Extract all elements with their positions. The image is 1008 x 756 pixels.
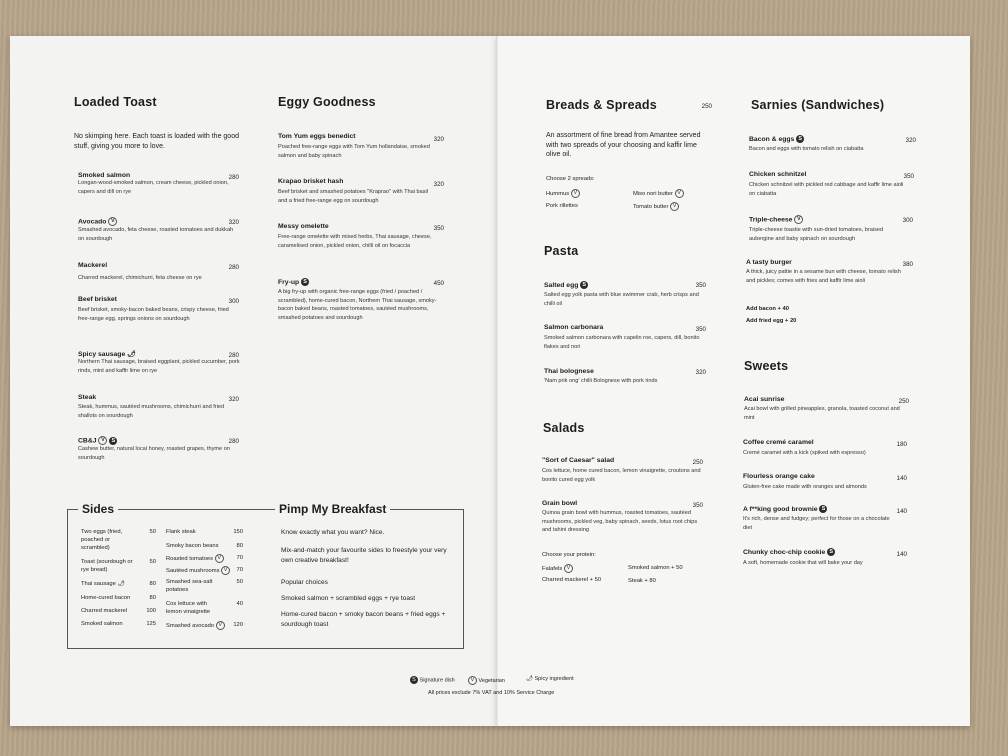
item-desc: Smashed avocado, feta cheese, roasted tomatoes and dukkah on sourdough [78,227,234,242]
pimp-title: Pimp My Breakfast [275,502,390,516]
item-desc: Chicken schnitzel with pickled red cabbage and kaffir lime aioli on ciabatta [749,182,904,197]
item-name: Grain bowl [542,500,578,507]
item-name: A tasty burger [746,259,792,266]
spread-name: Miso nori butter [633,191,673,198]
item-name: Bacon & eggs [749,135,795,143]
pimp-line2: Mix-and-match your favourite sides to freestyle your very own creative breakfast! [281,547,447,564]
item-name: Messy omelette [278,223,329,230]
menu-item [743,439,903,458]
item-price: 250 [692,459,703,466]
menu-item [749,215,909,243]
side-price: 80 [149,581,156,587]
chilli-icon: 🌶 [127,351,136,358]
legend-note: All prices exclude 7% VAT and 10% Service Charge [428,690,555,696]
side-item: Smashed sea-salt potatoes [166,579,213,593]
item-name: "Sort of Caesar" salad [542,457,615,464]
item-desc: Northern Thai sausage, braised eggplant, pickled cucumber, pork rinds, mint and kaffir lime on rye [78,359,240,374]
item-desc: Free-range omelette with mixed herbs, Thai sausage, cheese, caramelised onion, pickled onion, chilli oil on focaccia [278,234,432,249]
item-price: 250 [898,398,909,405]
menu-item [278,223,438,250]
item-price: 280 [228,352,239,359]
item-name: CB&J [78,437,97,445]
legend-vegetarian-label: Vegetarian [478,677,505,684]
spread-name: Hummus [546,191,570,198]
signature-icon: S [301,278,309,286]
item-name: A f**king good brownie [743,505,818,513]
signature-icon: S [827,548,835,556]
item-price: 350 [695,282,706,289]
side-item [81,580,125,588]
addon-bacon: Add bacon + 40 [746,306,790,312]
item-name: Chunky choc-chip cookie [743,548,826,556]
side-price: 100 [146,608,156,614]
legend-spicy-label: Spicy ingredient [534,676,574,682]
item-name: Acai sunrise [744,396,785,403]
item-desc: Steak, hummus, sautéed mushrooms, chimichurri and fried shallots on sourdough [78,404,225,419]
protein-item [542,564,573,573]
side-price: 80 [149,595,156,601]
item-desc: It's rich, dense and fudgey; perfect for those on a chocolate diet [743,516,890,531]
item-desc: Salted egg yolk pasta with blue swimmer crab, herb crisps and chilli oil [544,292,699,307]
item-price: 180 [896,441,907,448]
legend-spicy [526,676,574,682]
item-price: 140 [896,475,907,482]
item-name: Krapao brisket hash [278,178,344,185]
legend-signature-label: Signature dish [419,677,455,684]
side-item: Two eggs (fried, poached or scrambled) [81,529,123,551]
signature-icon: S [580,281,588,289]
side-item-name: Smashed avocado [166,623,215,630]
item-desc: Acai bowl with grilled pineapples, granola, toasted coconut and mint [744,406,900,421]
menu-item [743,473,903,492]
item-price: 140 [896,508,907,515]
menu-item [749,135,909,154]
item-name: Spicy sausage [78,351,126,358]
vegetarian-icon: V [794,215,803,224]
pimp-line1: Know exactly what you want? Nice. [281,529,385,536]
pimp-choice2: Home-cured bacon + smoky bacon beans + fried eggs + sourdough toast [281,611,446,628]
item-price: 320 [695,369,706,376]
item-desc: Cos lettuce, home cured bacon, lemon vinaigrette, croutons and bonito cured egg yolk [542,468,701,483]
protein-item: Charred mackerel + 50 [542,577,602,583]
item-desc: Gluten-free cake made with oranges and almonds [743,484,867,490]
sides-title: Sides [78,502,118,516]
protein-item: Smoked salmon + 50 [628,565,683,571]
menu-item [744,396,904,422]
side-item-name: Sautéed mushrooms [166,568,220,575]
spread-item [633,189,684,198]
side-item: Smoked salmon [81,621,123,627]
item-desc: Quinoa grain bowl with hummus, roasted tomatoes, sautéed mushrooms, pickled veg, baby spinach, seeds, lotus root chips and tahini dressing [542,510,698,533]
side-item-name: Roasted tomatoes [166,556,214,563]
item-desc: Longan-wood-smoked salmon, cream cheese, pickled onion, capers and dill on rye [78,180,229,195]
side-item: Toast (sourdough or rye bread) [81,559,133,573]
side-item: Home-cured bacon [81,595,131,601]
legend-vegetarian [468,676,505,685]
item-name: Salmon carbonara [544,324,604,331]
side-price: 40 [236,601,243,607]
pasta-title: Pasta [544,244,579,258]
item-desc: A thick, juicy pattie in a sesame bun with cheese, tomato relish and pickles; comes with fries and kaffir lime aioli [746,269,901,284]
item-price: 350 [695,326,706,333]
item-name: Coffee cremé caramel [743,439,814,446]
item-price: 280 [228,174,239,181]
breads-choose: Choose 2 spreads: [546,176,595,182]
item-price: 350 [903,173,914,180]
side-item [166,554,224,563]
salads-title: Salads [543,421,585,435]
side-price: 80 [236,543,243,549]
side-item: Flank steak [166,529,196,535]
item-name: Triple-cheese [749,216,793,224]
item-desc: Cashew butter, natural local honey, roasted grapes, thyme on sourdough [78,446,230,461]
breads-price: 250 [701,103,712,110]
item-price: 320 [228,396,239,403]
menu-item [278,133,438,160]
loaded-toast-intro: No skimping here. Each toast is loaded with the good stuff, giving you more to love. [74,133,239,150]
menu-item [746,259,908,285]
protein-item: Steak + 80 [628,578,656,584]
item-price: 320 [905,137,916,144]
protein-name: Falafels [542,566,563,573]
item-desc: A big fry-up with organic free-range eggs (fried / poached / scrambled), home-cured bacon, Northern Thai sausage, smoky-bacon baked beans, roasted tomatoes, sautéed mushrooms, smashed potatoes and sourdough [278,289,437,321]
vegetarian-icon: V [108,217,117,226]
vegetarian-icon: V [98,436,107,445]
menu-fold [496,36,498,726]
item-price: 320 [228,219,239,226]
side-price: 50 [149,529,156,535]
chilli-icon: 🌶 [117,581,125,587]
spread-item [633,202,679,211]
item-price: 300 [902,217,913,224]
signature-icon: S [109,437,117,445]
side-price: 70 [236,567,243,573]
spread-item: Pork rillettes [546,203,578,209]
eggy-title: Eggy Goodness [278,95,376,109]
item-desc: Poached free-range eggs with Tom Yum hollandaise, smoked salmon and baby spinach [278,144,430,159]
item-price: 140 [896,551,907,558]
loaded-toast-title: Loaded Toast [74,95,157,109]
item-desc: Beef brisket and smashed potatoes "Kraprao" with Thai basil and a fried free-range egg on sourdough [278,189,429,204]
item-price: 280 [228,438,239,445]
side-item: Cos lettuce with lemon vinaigrette [166,601,211,615]
item-name: Mackerel [78,262,108,269]
item-name: Steak [78,394,97,401]
item-price: 350 [433,225,444,232]
side-item: Smoky bacon beans [166,543,219,549]
side-item [166,566,230,575]
breads-title: Breads & Spreads [546,98,657,112]
item-price: 320 [433,136,444,143]
pimp-popular: Popular choices [281,579,328,586]
item-price: 350 [692,502,703,509]
signature-icon: S [796,135,804,143]
side-item: Charred mackerel [81,608,128,614]
item-price: 280 [228,264,239,271]
side-item-name: Thai sausage [81,581,116,587]
item-name: Salted egg [544,281,579,289]
item-name: Chicken schnitzel [749,171,807,178]
item-price: 380 [902,261,913,268]
vegetarian-icon: V [670,202,679,211]
addon-egg: Add fried egg + 20 [746,318,797,324]
signature-icon: S [819,505,827,513]
spread-item [546,189,580,198]
item-name: Tom Yum eggs benedict [278,133,356,140]
chilli-icon: 🌶 [526,676,533,682]
side-item [166,621,225,630]
signature-icon: S [410,676,418,684]
breads-intro: An assortment of fine bread from Amantee served with two spreads of your choosing and kaffir lime olive oil. [546,132,701,158]
item-name: Thai bolognese [544,368,594,375]
sarnies-title: Sarnies (Sandwiches) [751,98,885,112]
item-name: Beef brisket [78,296,117,303]
menu-item [743,505,893,532]
item-desc: Triple-cheese toastie with sun-dried tomatoes, braised aubergine and baby spinach on sourdough [749,227,884,242]
item-desc: 'Nam prik ong' chilli Bolognese with pork rinds [544,378,658,384]
side-price: 50 [236,579,243,585]
item-name: Flourless orange cake [743,473,815,480]
side-price: 120 [233,622,243,628]
side-price: 50 [149,559,156,565]
side-price: 150 [233,529,243,535]
vegetarian-icon: V [571,189,580,198]
side-price: 125 [146,621,156,627]
sweets-title: Sweets [744,359,789,373]
item-price: 450 [433,280,444,287]
vegetarian-icon: V [564,564,573,573]
vegetarian-icon: V [216,621,225,630]
vegetarian-icon: V [215,554,224,563]
spread-name: Tomato butter [633,204,669,211]
item-name: Fry-up [278,278,300,286]
item-desc: Beef brisket, smoky-bacon baked beans, crispy cheese, fried free-range egg, springs onions on sourdough [78,307,229,322]
vegetarian-icon: V [675,189,684,198]
side-price: 70 [236,555,243,561]
item-desc: Charred mackerel, chimichurri, feta cheese on rye [78,275,202,281]
item-desc: Cremé caramel with a kick (spiked with espresso) [743,450,866,456]
vegetarian-icon: V [221,566,230,575]
item-desc: A soft, homemade cookie that will bake your day [743,560,863,566]
item-name: Smoked salmon [78,172,131,179]
pimp-choice1: Smoked salmon + scrambled eggs + rye toast [281,595,416,602]
item-price: 300 [228,298,239,305]
item-desc: Smoked salmon carbonara with capelin roe, capers, dill, bonito flakes and nori [544,335,700,350]
salads-choose: Choose your protein: [542,552,596,558]
menu-item [749,171,909,198]
vegetarian-icon: V [468,676,477,685]
item-desc: Bacon and eggs with tomato relish on ciabatta [749,146,864,152]
item-price: 320 [433,181,444,188]
menu-item [278,178,438,205]
legend-signature [410,676,455,684]
item-name: Avocado [78,218,107,226]
menu-item [743,548,893,568]
menu-item [278,278,438,322]
